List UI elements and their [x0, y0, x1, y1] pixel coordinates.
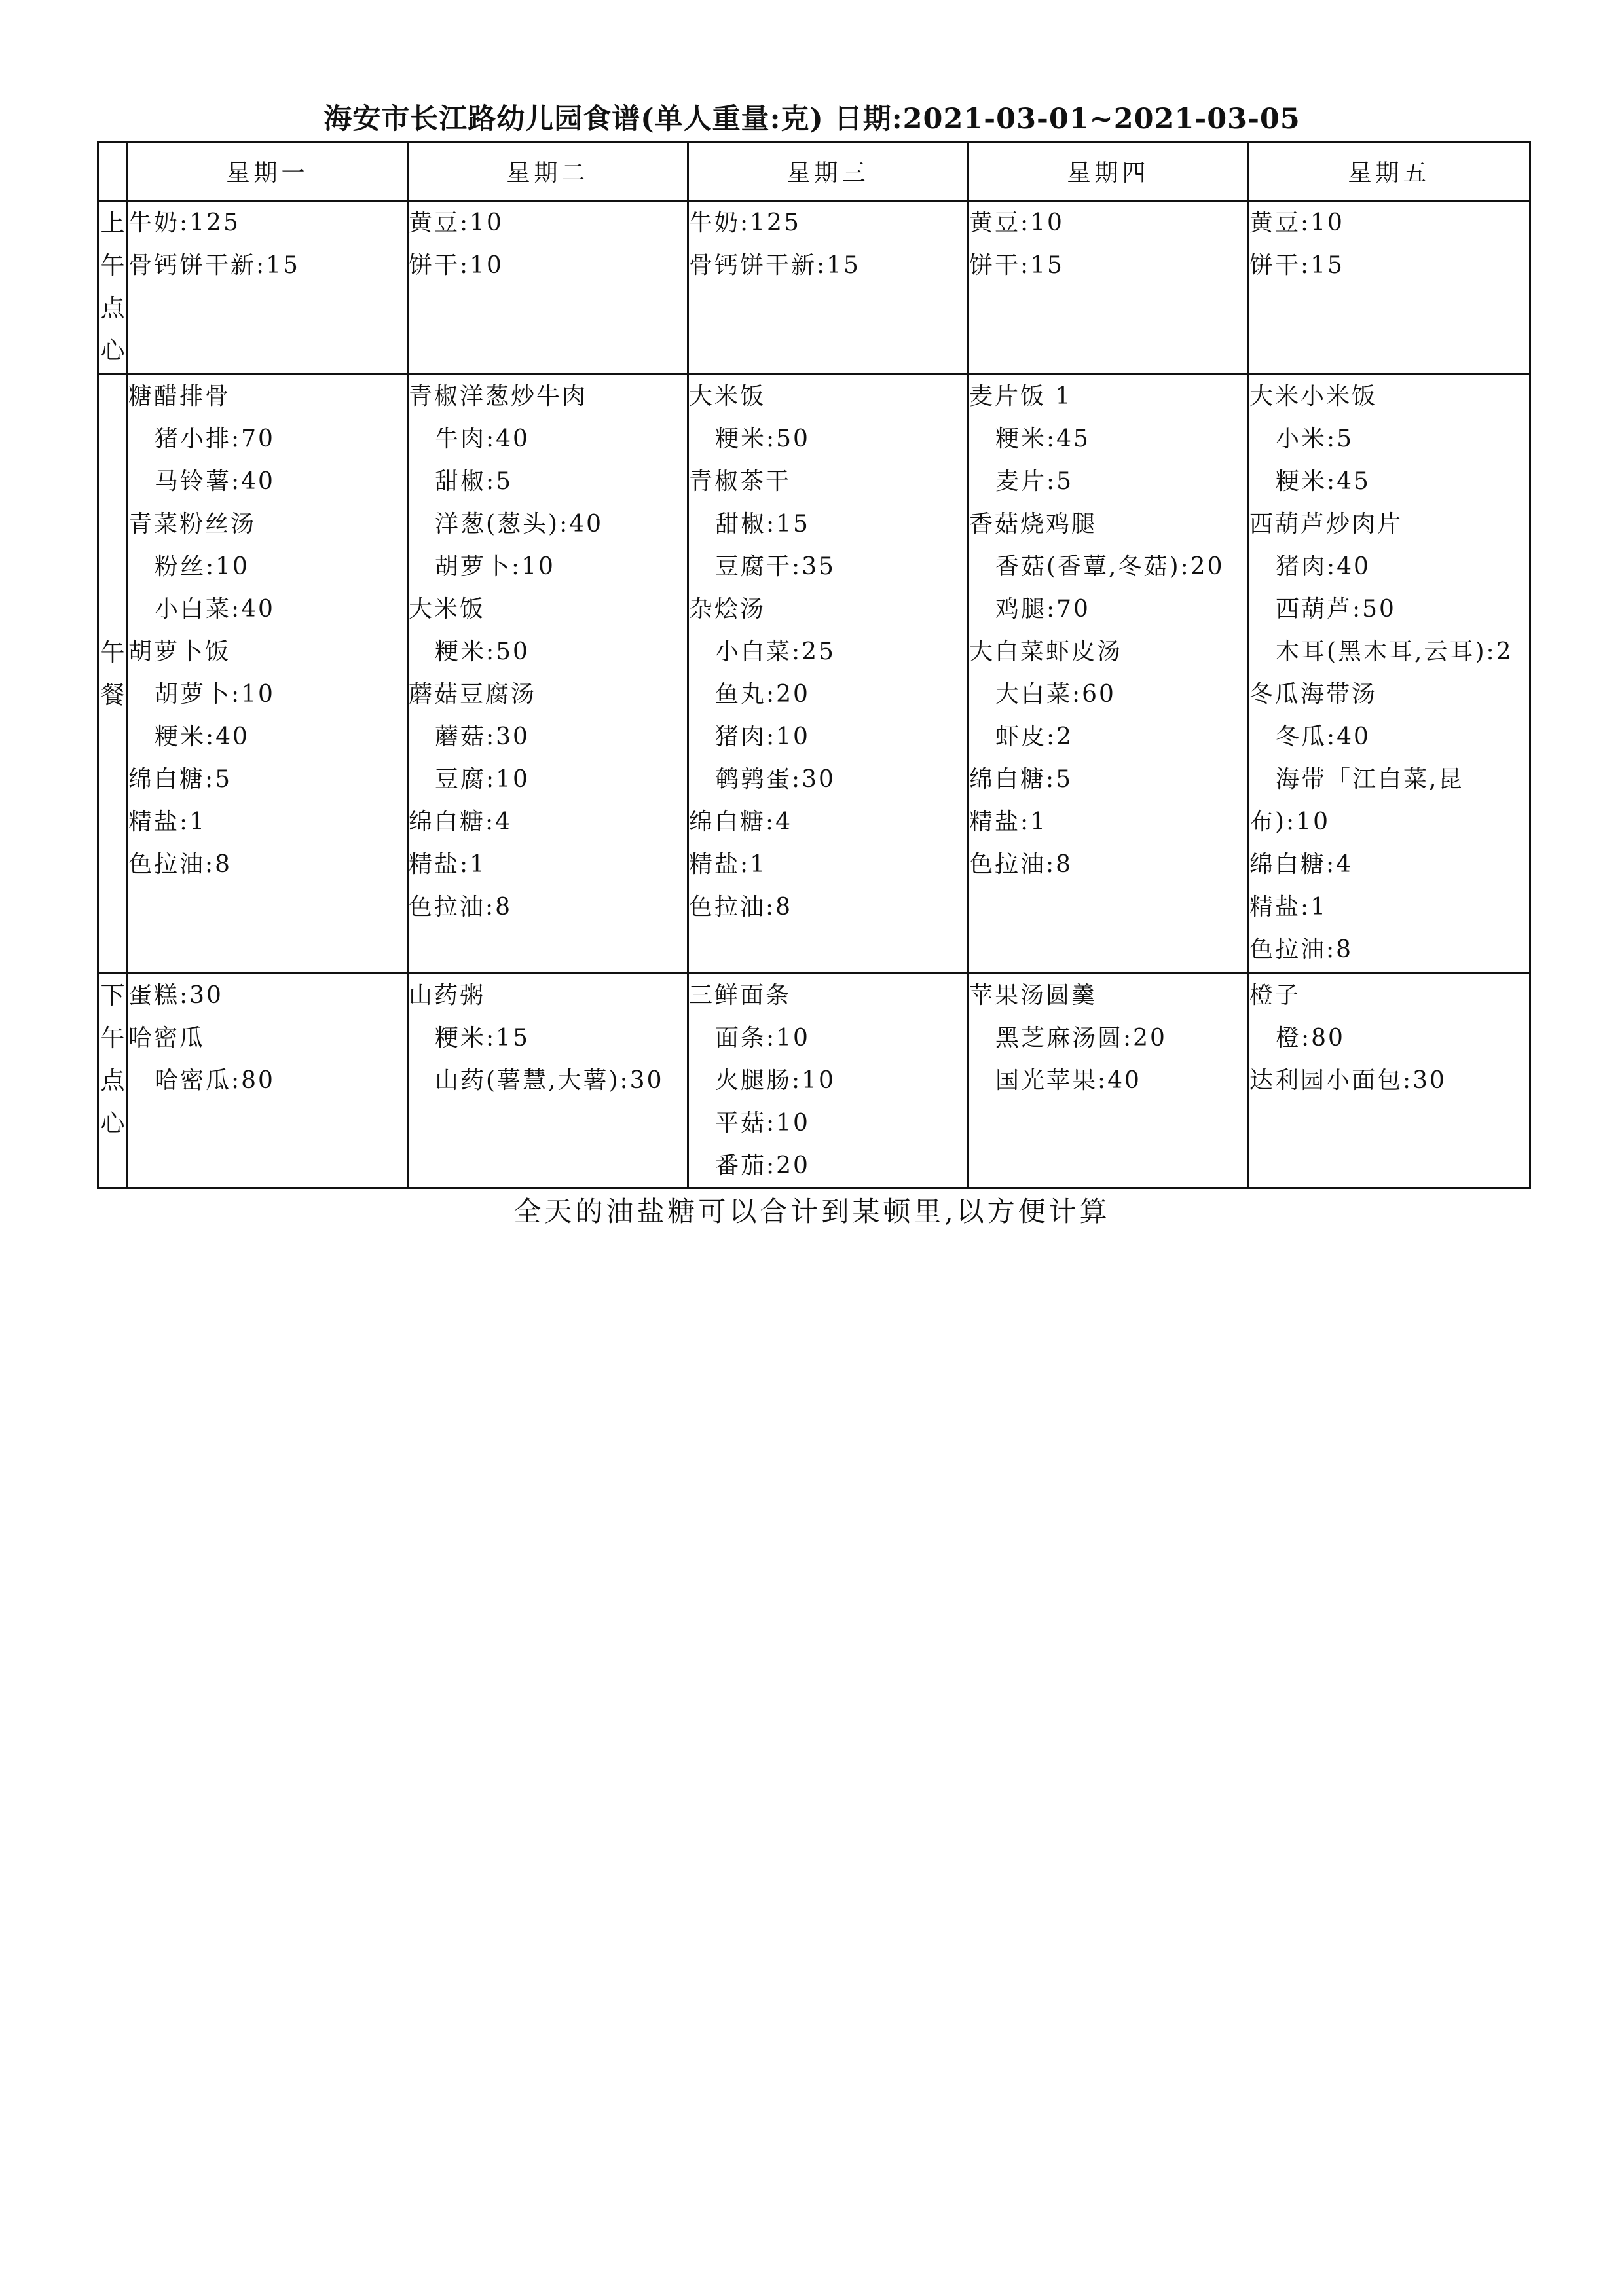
dish-line: 布):10	[1249, 809, 1330, 835]
dish-line: 牛奶:125	[689, 210, 801, 236]
ingredient-line: 橙:80	[1276, 1025, 1345, 1051]
dish-line: 黄豆:10	[1249, 210, 1344, 236]
ingredient-line: 豆腐:10	[435, 766, 530, 793]
ingredient-line: 粉丝:10	[155, 553, 249, 580]
corner-cell	[98, 142, 128, 201]
dish-line: 绵白糖:4	[1249, 851, 1354, 878]
ingredient-line: 猪肉:40	[1276, 553, 1371, 580]
dish-line: 精盐:1	[689, 851, 767, 878]
dish-line: 精盐:1	[969, 809, 1048, 835]
day-header-fri: 星期五	[1249, 142, 1530, 201]
ingredient-line: 甜椒:15	[715, 511, 810, 538]
ingredient-line: 木耳(黑木耳,云耳):2	[1276, 638, 1513, 665]
dish-line: 香菇烧鸡腿	[969, 511, 1098, 538]
ingredient-line: 鹌鹑蛋:30	[715, 766, 836, 793]
menu-cell	[408, 974, 688, 1188]
ingredient-line: 粳米:40	[155, 723, 249, 750]
dish-line: 色拉油:8	[969, 851, 1073, 878]
dish-line: 青椒茶干	[689, 468, 792, 495]
ingredient-line: 甜椒:5	[435, 468, 513, 495]
dish-line: 精盐:1	[409, 851, 487, 878]
ingredient-line: 粳米:50	[435, 638, 530, 665]
meal-label-char: 餐	[100, 681, 125, 709]
menu-cell	[1249, 974, 1530, 1188]
dish-line: 大白菜虾皮汤	[969, 638, 1123, 665]
ingredient-line: 火腿肠:10	[715, 1067, 836, 1094]
dish-line: 蘑菇豆腐汤	[409, 681, 537, 708]
dish-line: 哈密瓜	[128, 1025, 206, 1051]
menu-cell	[1249, 374, 1530, 974]
ingredient-line: 猪肉:10	[715, 723, 810, 750]
meal-label-char: 心	[100, 337, 125, 365]
header-row	[98, 142, 1530, 201]
dish-line: 苹果汤圆羹	[969, 982, 1098, 1009]
ingredient-line: 山药(薯慧,大薯):30	[435, 1067, 664, 1094]
dish-line: 麦片饭 1	[969, 383, 1073, 410]
dish-line: 西葫芦炒肉片	[1249, 511, 1403, 538]
menu-cell	[969, 974, 1249, 1188]
dish-line: 绵白糖:4	[409, 809, 513, 835]
dish-line: 青椒洋葱炒牛肉	[409, 383, 588, 410]
morning-snack-row	[98, 201, 1530, 374]
ingredient-line: 冬瓜:40	[1276, 723, 1371, 750]
dish-line: 大米饭	[409, 596, 486, 623]
day-header-tue: 星期二	[408, 142, 688, 201]
dish-line: 骨钙饼干新:15	[689, 252, 860, 279]
menu-cell	[688, 374, 969, 974]
dish-line: 精盐:1	[128, 809, 207, 835]
dish-line: 青菜粉丝汤	[128, 511, 257, 538]
afternoon-snack-row	[98, 974, 1530, 1188]
ingredient-line: 粳米:15	[435, 1025, 530, 1051]
dish-line: 精盐:1	[1249, 894, 1328, 920]
page-title: 海安市长江路幼儿园食谱(单人重量:克) 日期:2021-03-01~2021-03-05	[323, 103, 1301, 136]
menu-cell	[128, 974, 408, 1188]
ingredient-line: 番茄:20	[715, 1152, 810, 1179]
menu-cell	[408, 374, 688, 974]
dish-line: 黄豆:10	[969, 210, 1064, 236]
menu-cell	[969, 374, 1249, 974]
ingredient-line: 海带「江白菜,昆	[1276, 766, 1464, 793]
menu-cell	[969, 201, 1249, 374]
dish-line: 牛奶:125	[128, 210, 240, 236]
meal-label-char: 心	[100, 1109, 125, 1137]
menu-cell	[408, 201, 688, 374]
meal-label	[98, 201, 128, 374]
day-header-wed: 星期三	[688, 142, 969, 201]
ingredient-line: 虾皮:2	[995, 723, 1074, 750]
ingredient-line: 粳米:50	[715, 426, 810, 452]
dish-line: 色拉油:8	[409, 894, 513, 920]
ingredient-line: 西葫芦:50	[1276, 596, 1396, 623]
ingredient-line: 牛肉:40	[435, 426, 530, 452]
meal-label	[98, 374, 128, 974]
footer-note: 全天的油盐糖可以合计到某顿里,以方便计算	[513, 1195, 1111, 1228]
meal-label-char: 点	[100, 294, 125, 322]
dish-line: 杂烩汤	[689, 596, 766, 623]
dish-line: 饼干:15	[1249, 252, 1344, 279]
ingredient-line: 大白菜:60	[995, 681, 1116, 708]
ingredient-line: 小白菜:40	[155, 596, 275, 623]
dish-line: 色拉油:8	[128, 851, 232, 878]
ingredient-line: 猪小排:70	[155, 426, 275, 452]
ingredient-line: 鱼丸:20	[715, 681, 810, 708]
meal-label-char: 点	[100, 1066, 125, 1095]
day-header-mon: 星期一	[128, 142, 408, 201]
menu-cell	[128, 201, 408, 374]
dish-line: 三鲜面条	[689, 982, 792, 1009]
dish-line: 橙子	[1249, 982, 1301, 1009]
dish-line: 色拉油:8	[689, 894, 793, 920]
meal-label-char: 午	[100, 251, 125, 280]
ingredient-line: 哈密瓜:80	[155, 1067, 275, 1094]
meal-label-char: 午	[100, 638, 125, 666]
meal-label-char: 午	[100, 1024, 125, 1052]
dish-line: 绵白糖:5	[128, 766, 232, 793]
ingredient-line: 小米:5	[1276, 426, 1354, 452]
ingredient-line: 小白菜:25	[715, 638, 836, 665]
day-header-thu: 星期四	[969, 142, 1249, 201]
ingredient-line: 蘑菇:30	[435, 723, 530, 750]
dish-line: 大米饭	[689, 383, 766, 410]
dish-line: 绵白糖:4	[689, 809, 793, 835]
dish-line: 饼干:15	[969, 252, 1064, 279]
ingredient-line: 面条:10	[715, 1025, 810, 1051]
ingredient-line: 胡萝卜:10	[155, 681, 275, 708]
dish-line: 绵白糖:5	[969, 766, 1073, 793]
ingredient-line: 香菇(香蕈,冬菇):20	[995, 553, 1225, 580]
ingredient-line: 平菇:10	[715, 1110, 810, 1137]
lunch-row	[98, 374, 1530, 974]
dish-line: 山药粥	[409, 982, 486, 1009]
menu-cell	[1249, 201, 1530, 374]
ingredient-line: 粳米:45	[995, 426, 1090, 452]
dish-line: 冬瓜海带汤	[1249, 681, 1378, 708]
dish-line: 达利园小面包:30	[1249, 1067, 1447, 1094]
ingredient-line: 麦片:5	[995, 468, 1074, 495]
menu-cell	[688, 201, 969, 374]
menu-table	[97, 141, 1531, 1189]
dish-line: 大米小米饭	[1249, 383, 1378, 410]
dish-line: 糖醋排骨	[128, 383, 231, 410]
dish-line: 骨钙饼干新:15	[128, 252, 300, 279]
dish-line: 胡萝卜饭	[128, 638, 231, 665]
dish-line: 蛋糕:30	[128, 982, 223, 1009]
dish-line: 色拉油:8	[1249, 936, 1354, 963]
ingredient-line: 黑芝麻汤圆:20	[995, 1025, 1167, 1051]
ingredient-line: 马铃薯:40	[155, 468, 275, 495]
dish-line: 饼干:10	[409, 252, 504, 279]
ingredient-line: 粳米:45	[1276, 468, 1371, 495]
meal-label-char: 上	[100, 209, 125, 237]
dish-line: 黄豆:10	[409, 210, 504, 236]
ingredient-line: 洋葱(葱头):40	[435, 511, 604, 538]
menu-cell	[688, 974, 969, 1188]
menu-cell	[128, 374, 408, 974]
meal-label	[98, 974, 128, 1188]
ingredient-line: 鸡腿:70	[995, 596, 1090, 623]
ingredient-line: 豆腐干:35	[715, 553, 836, 580]
ingredient-line: 胡萝卜:10	[435, 553, 555, 580]
meal-label-char: 下	[100, 981, 125, 1010]
ingredient-line: 国光苹果:40	[995, 1067, 1141, 1094]
